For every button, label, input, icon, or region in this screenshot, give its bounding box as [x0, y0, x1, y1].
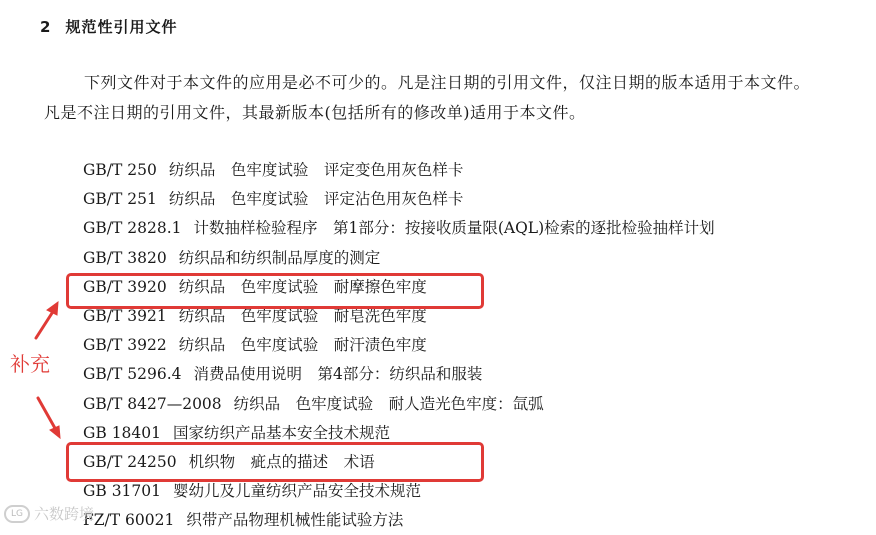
arrow-up-head-icon	[47, 302, 58, 315]
section-title: 规范性引用文件	[65, 18, 178, 36]
reference-code: GB/T 3922	[83, 336, 167, 355]
reference-code: GB/T 24250	[83, 452, 177, 471]
reference-code: GB/T 2828.1	[83, 219, 182, 238]
arrow-down-icon	[38, 398, 56, 430]
arrow-down-head-icon	[50, 426, 60, 438]
reference-title: 纺织品 色牢度试验 耐摩擦色牢度	[178, 277, 427, 296]
watermark-logo-icon: LG	[4, 505, 30, 523]
reference-code: GB 31701	[83, 482, 162, 501]
reference-code: GB/T 5296.4	[83, 365, 182, 384]
reference-title: 机织物 疵点的描述 术语	[188, 452, 375, 471]
reference-code: FZ/T 60021	[83, 511, 175, 530]
reference-code: GB/T 3920	[83, 277, 167, 296]
watermark-text: 六数跨境	[34, 505, 95, 523]
reference-code: GB/T 8427—2008	[83, 394, 222, 413]
reference-code: GB/T 3921	[83, 306, 167, 325]
annotation-label: 补充	[10, 352, 50, 376]
reference-title: 纺织品 色牢度试验 评定沾色用灰色样卡	[168, 190, 464, 209]
reference-title: 纺织品 色牢度试验 耐皂洗色牢度	[178, 306, 427, 325]
reference-code: GB 18401	[83, 423, 162, 442]
reference-title: 纺织品和纺织制品厚度的测定	[178, 248, 381, 267]
arrow-up-icon	[36, 310, 54, 338]
reference-title: 消费品使用说明 第4部分：纺织品和服装	[193, 365, 483, 384]
intro-text: 下列文件对于本文件的应用是必不可少的。凡是注日期的引用文件，仅注日期的版本适用于本文件。凡是不注日期的引用文件，其最新版本(包括所有的修改单)适用于本文件。	[44, 73, 811, 122]
reference-title: 织带产品物理机械性能试验方法	[186, 511, 404, 530]
reference-title: 国家纺织产品基本安全技术规范	[173, 423, 391, 442]
reference-title: 纺织品 色牢度试验 耐汗渍色牢度	[178, 336, 427, 355]
watermark	[4, 503, 94, 524]
section-number: 2	[40, 18, 52, 36]
reference-title: 纺织品 色牢度试验 耐人造光色牢度：氙弧	[233, 394, 544, 413]
reference-title: 计数抽样检验程序 第1部分：按接收质量限(AQL)检索的逐批检验抽样计划	[193, 219, 715, 238]
reference-code: GB/T 250	[83, 161, 157, 179]
reference-code: GB/T 251	[83, 190, 157, 209]
reference-title: 婴幼儿及儿童纺织产品安全技术规范	[173, 482, 422, 501]
reference-code: GB/T 3820	[83, 248, 167, 267]
reference-title: 纺织品 色牢度试验 评定变色用灰色样卡	[168, 161, 464, 179]
